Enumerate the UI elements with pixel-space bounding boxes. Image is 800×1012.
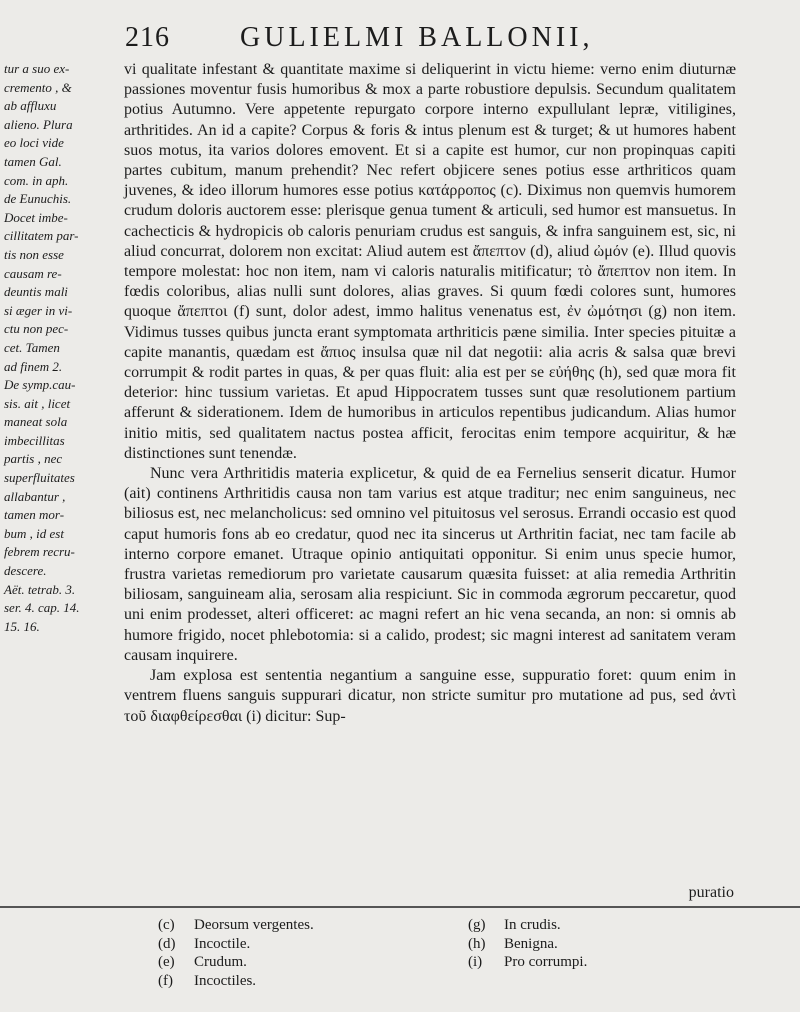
- margin-note-line: tur a suo ex-: [4, 61, 70, 76]
- footnote-key: (i): [468, 954, 483, 970]
- margin-note-line: sis. ait , licet: [4, 395, 71, 411]
- margin-note-line: si æger in vi-: [4, 302, 73, 318]
- margin-note-line: ctu non pec-: [4, 321, 69, 337]
- margin-note-line: tis non esse: [4, 246, 64, 262]
- footnote: [158, 972, 438, 991]
- paragraph: vi qualitate infestant & quantitate maxime si deliquerint in victu hieme: verno enim diuturnæ passiones moventur fusis humoribus & mox a parte robustiore depulsis. Secundum qualitatem potius Autumno. Vere appetente repurgato corpore interno expullulant lepræ, vitiligines, arthritides. An id a capite? Corpus & foris & intus plenum est & turget; & ut humores habent suos motus, ita varios dolores emovent. Et si a capite est humor, cur non propinquas capiti partes cubitum, manum prehendit? Nec refert objicere senes potius esse arthriticos quam juvenes, & ideo illorum humores esse potius κατάρροπος (c). Diximus non quemvis humorem crudum doloris auctorem esse: plerisque genua tument & articuli, sed humor est mansuetus. In cachecticis & hydropicis ob caloris penuriam crudus est sanguis, & infra sanguinem est, sic, ni aliud concurrat, dolorem non excitat: Aliud autem est ἄπεπτον (d), aliud ὠμόν (e). Illud quovis tempore molestat: hoc non item, nam vi caloris naturalis mitificatur; τὸ ἄπεπτον non item. In fœdis coloribus, alias nulli sunt dolores, alias graves. Si quum fœdi colores sunt, humores quoque ἄπεπτοι (f) sunt, dolor adest, immo halitus venenatus est, ἐν ὠμότησι (g) non item. Vidimus tusses quibus juncta erant symptomata arthriticis pæne similia. Inter species pituitæ a capite manantis, quædam est ἄπιος insulsa quæ nil dat negotii: alia acris & salsa quæ brevi corrumpit & rodit partes in quas, & per quas fluit: alia est per se εὐήθης (h), sed quæ mora fit deterior: hinc tussium varietas. Et apud Hippocratem tusses sunt quæ resolutionem partium afferunt & siderationem. Idem de humoribus in articulos repentibus judicandum. Alias humor initio mitis, sed qualitatem nactus postea afficit, ferocitas enim tempore acquiritur, & hæ distinctiones sunt tenendæ.: [124, 61, 736, 462]
- footnote: [158, 916, 438, 935]
- footnotes-right: [468, 916, 748, 972]
- margin-note-line: de Eunuchis.: [4, 191, 72, 207]
- footnote-key: (d): [158, 935, 176, 952]
- footnote-text: Deorsum vergentes.: [194, 917, 314, 933]
- page-number: 216: [125, 22, 170, 53]
- footnote-text: Pro corrumpi.: [504, 954, 588, 970]
- footnote-text: Crudum.: [194, 954, 247, 970]
- margin-note-line: maneat sola: [4, 414, 68, 430]
- footnote-key: (g): [468, 917, 486, 933]
- margin-note-line: cremento , &: [4, 79, 72, 95]
- footnote-key: (e): [158, 954, 175, 970]
- margin-note-line: partis , nec: [4, 451, 63, 467]
- margin-note-line: descere.: [4, 563, 47, 579]
- footnote-text: In crudis.: [504, 917, 561, 933]
- margin-note-line: ser. 4. cap. 14.: [4, 600, 80, 616]
- margin-note-line: com. in aph.: [4, 172, 69, 188]
- margin-note-line: De symp.cau-: [4, 377, 76, 393]
- margin-note-line: tamen Gal.: [4, 153, 62, 169]
- margin-note-line: cillitatem par-: [4, 228, 79, 244]
- margin-note-line: causam re-: [4, 265, 62, 281]
- footnote-text: Incoctile.: [194, 935, 251, 952]
- footnote: [158, 935, 438, 954]
- footnote: [468, 953, 748, 972]
- footnote-divider: [0, 906, 800, 908]
- footnote-key: (c): [158, 917, 175, 933]
- margin-note-line: ab affluxu: [4, 98, 57, 114]
- main-text: [124, 60, 736, 727]
- margin-note-line: 15. 16.: [4, 618, 40, 634]
- margin-note-line: febrem recru-: [4, 544, 75, 560]
- footnote-text: Benigna.: [504, 935, 558, 952]
- margin-note-line: eo loci vide: [4, 135, 64, 151]
- paragraph: Jam explosa est sententia negantium a sanguine esse, suppuratio foret: quum enim in ventrem fluens sanguis suppurari dicatur, non stricte sumitur pro mutatione ad pus, sed ἀντὶ τοῦ διαφθείρεσθαι (i) dicitur: Sup-: [124, 667, 736, 725]
- margin-note-line: Aët. tetrab. 3.: [4, 581, 76, 597]
- margin-note-line: superfluitates: [4, 470, 75, 486]
- footnote: [158, 953, 438, 972]
- margin-note-line: cet. Tamen: [4, 339, 60, 355]
- paragraph: Nunc vera Arthritidis materia explicetur, & quid de ea Fernelius senserit dicatur. Humor (ait) continens Arthritidis causa non tam varius est atque traditur; nec enim sanguineus, nec biliosus est, nec melancholicus: sed omnino vel pituitosus vel serosus. Errandi occasio est quod caput humoris fons ab eo credatur, quod nec ita sincerus ut Arthritin faciat, nec tam facile ab interno corpore emanet. Utraque opinio antiquitati opponitur. Si enim unus specie humor, frustra varietas remediorum pro varietate causarum quæsita fuisset: at alia remedia Arthritin biliosam, sanguineam alia, serosam alia respiciunt. Sic in commoda ægrorum peccaretur, quod uni enim prodesset, alteri officeret: ac magni refert an hic vena secanda, an non: si omnis ab humore frigido, nocet phlebotomia: si a calido, prodest; sic magni interest ad sanitatem veram causam inquirere.: [124, 465, 736, 664]
- margin-note-line: alieno. Plura: [4, 116, 73, 132]
- margin-note-line: ad finem 2.: [4, 358, 63, 374]
- margin-note: [4, 60, 120, 636]
- margin-note-line: imbecillitas: [4, 432, 65, 448]
- margin-note-line: bum , id est: [4, 525, 64, 541]
- margin-note-line: Docet imbe-: [4, 209, 68, 225]
- footnote: [468, 935, 748, 954]
- catchword: puratio: [688, 884, 734, 901]
- footnote-key: (h): [468, 935, 486, 952]
- footnote-text: Incoctiles.: [194, 972, 257, 989]
- margin-note-line: allabantur ,: [4, 488, 66, 504]
- footnote: [468, 916, 748, 935]
- footnote-key: (f): [158, 972, 173, 989]
- margin-note-line: deuntis mali: [4, 284, 68, 300]
- page-header: [120, 18, 740, 52]
- margin-note-line: tamen mor-: [4, 507, 65, 523]
- running-head: GULIELMI BALLONII,: [240, 22, 594, 53]
- footnotes-left: [158, 916, 438, 990]
